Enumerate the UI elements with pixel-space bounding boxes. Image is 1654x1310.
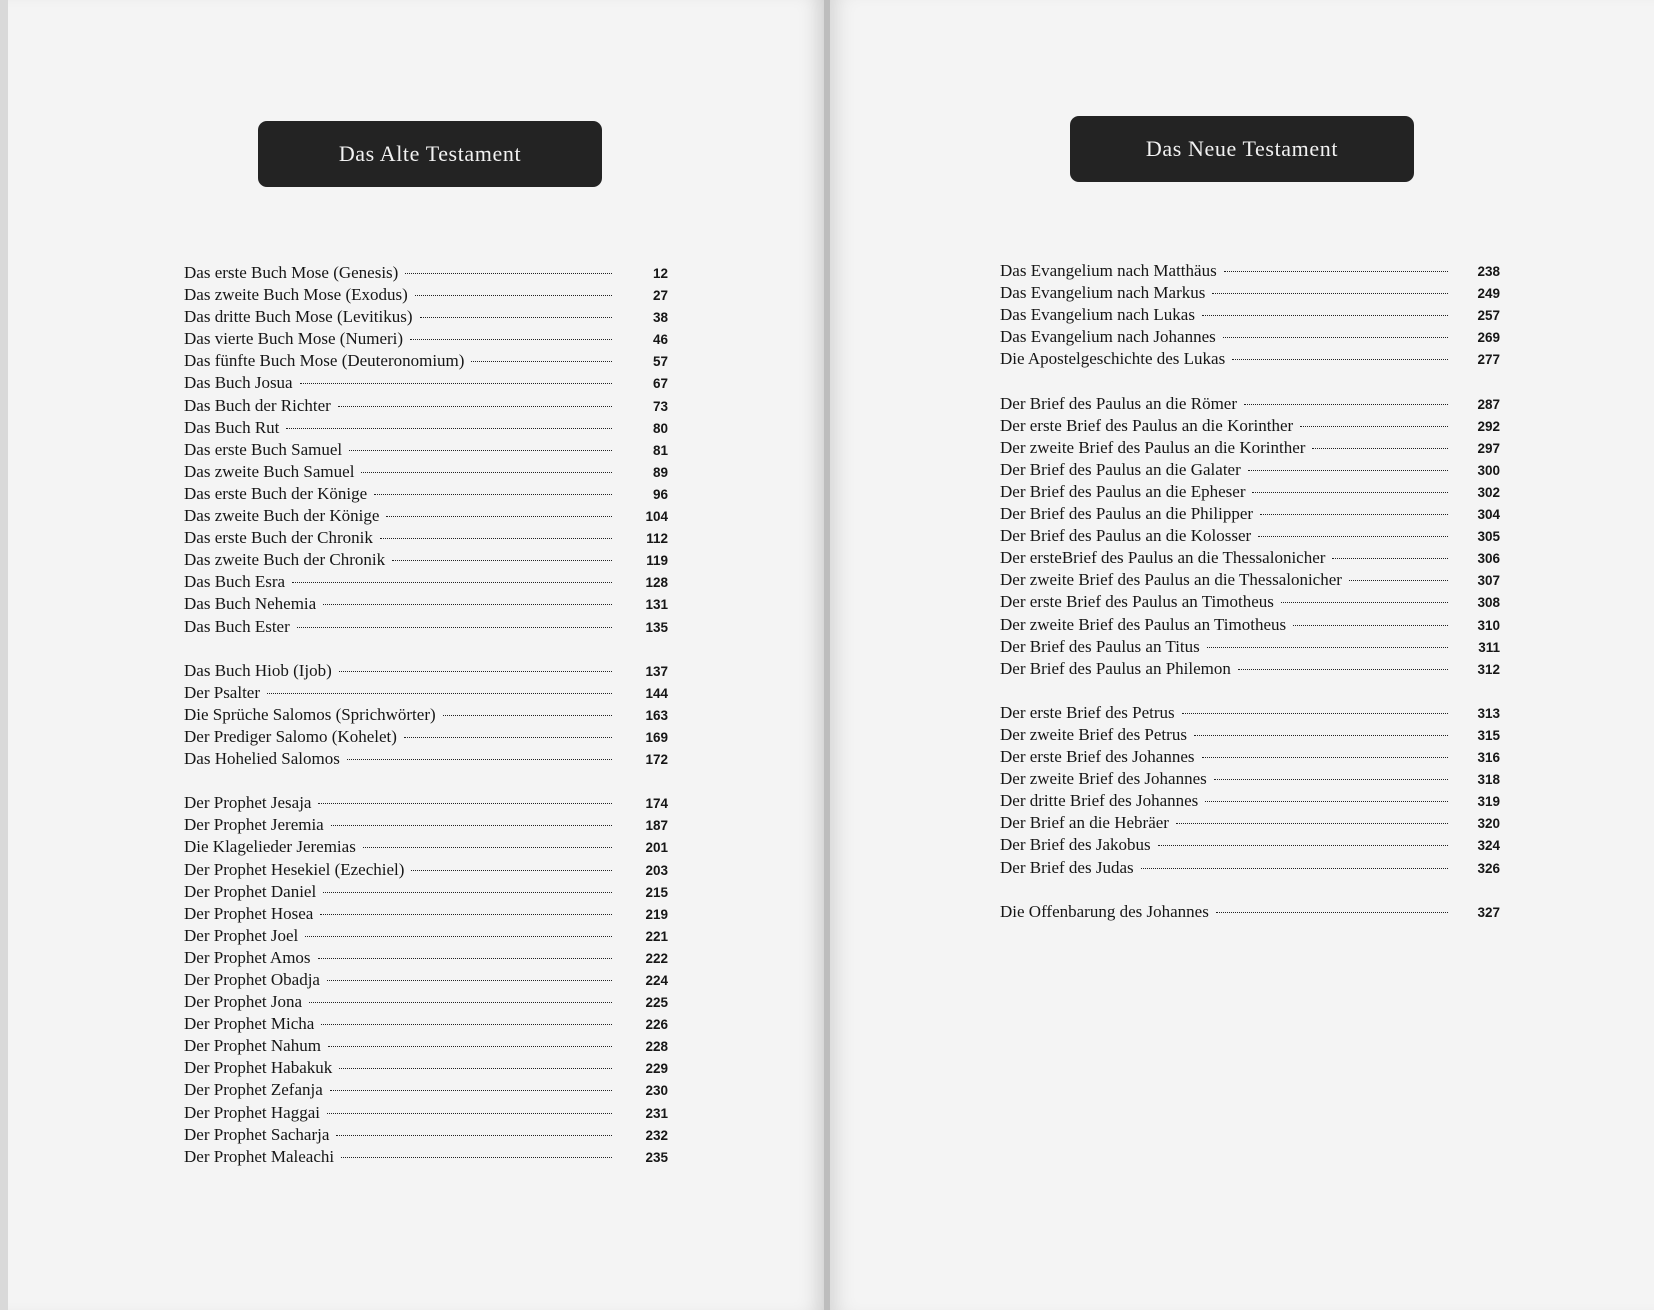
toc-leader-dots: [1349, 580, 1448, 581]
toc-leader-dots: [386, 516, 612, 517]
toc-entry: [1000, 813, 1500, 835]
toc-leader-dots: [323, 892, 612, 893]
toc-entry: [1000, 526, 1500, 548]
toc-entry: [184, 815, 668, 837]
toc-entry-title: Das Hohelied Salomos: [184, 749, 340, 769]
toc-leader-dots: [1216, 912, 1448, 913]
toc-entry-title: Der Brief des Paulus an die Römer: [1000, 393, 1237, 413]
toc-entry-page-number: 324: [1477, 838, 1500, 854]
toc-entry-page-number: 229: [645, 1061, 668, 1077]
toc-entry: [184, 285, 668, 307]
toc-leader-dots: [1312, 448, 1448, 449]
toc-entry-title: Der zweite Brief des Paulus an Timotheus: [1000, 614, 1287, 634]
toc-entry: [1000, 615, 1500, 637]
toc-leader-dots: [1244, 404, 1448, 405]
toc-entry-title: Das zweite Buch der Könige: [184, 506, 380, 526]
toc-entry-page-number: 57: [652, 354, 668, 370]
toc-entry-title: Der Prophet Nahum: [184, 1036, 321, 1056]
toc-leader-dots: [374, 494, 612, 495]
right-page: [830, 0, 1654, 1310]
toc-leader-dots: [1182, 713, 1448, 714]
toc-entry-page-number: 137: [645, 663, 668, 679]
toc-entry-title: Der Brief des Paulus an Philemon: [1000, 658, 1231, 678]
toc-entry-page-number: 249: [1477, 286, 1500, 302]
toc-entry-page-number: 27: [652, 288, 668, 304]
toc-entry: [1000, 504, 1500, 526]
toc-entry: [1000, 769, 1500, 791]
toc-leader-dots: [411, 870, 612, 871]
toc-entry-page-number: 112: [646, 531, 668, 547]
toc-entry: [1000, 659, 1500, 681]
toc-leader-dots: [1141, 868, 1448, 869]
toc-entry: [1000, 394, 1500, 416]
toc-entry-title: Das fünfte Buch Mose (Deuteronomium): [184, 351, 465, 371]
toc-entry: [184, 661, 668, 683]
toc-leader-dots: [300, 383, 612, 384]
toc-entry-page-number: 128: [645, 575, 668, 591]
toc-entry-page-number: 228: [645, 1039, 668, 1055]
toc-leader-dots: [1205, 801, 1448, 802]
toc-leader-dots: [327, 980, 612, 981]
toc-entry-page-number: 81: [652, 442, 668, 458]
toc-entry-page-number: 306: [1477, 551, 1500, 567]
toc-entry: [184, 307, 668, 329]
toc-leader-dots: [1212, 293, 1448, 294]
toc-entry-page-number: 46: [652, 332, 668, 348]
toc-entry: [1000, 835, 1500, 857]
toc-leader-dots: [320, 914, 612, 915]
toc-leader-dots: [1207, 647, 1448, 648]
toc-entry-page-number: 302: [1477, 484, 1500, 500]
toc-entry: [184, 396, 668, 418]
toc-leader-dots: [405, 273, 612, 274]
toc-entry-title: Das Buch Hiob (Ijob): [184, 660, 332, 680]
toc-entry-title: Das erste Buch Samuel: [184, 439, 343, 459]
toc-leader-dots: [331, 825, 612, 826]
toc-entry-page-number: 169: [645, 729, 668, 745]
toc-entry: [184, 904, 668, 926]
toc-entry-page-number: 232: [645, 1127, 668, 1143]
toc-leader-dots: [305, 936, 612, 937]
toc-leader-dots: [341, 1157, 612, 1158]
toc-entry-title: Der Brief des Jakobus: [1000, 835, 1151, 855]
toc-entry-title: Der Prophet Daniel: [184, 881, 317, 901]
toc-entry: [1000, 460, 1500, 482]
toc-entry: [1000, 791, 1500, 813]
toc-leader-dots: [1260, 514, 1448, 515]
toc-entry: [1000, 703, 1500, 725]
toc-entry-title: Der erste Brief des Paulus an Timotheus: [1000, 592, 1274, 612]
toc-entry: [184, 727, 668, 749]
toc-entry-title: Der zweite Brief des Paulus an die Thessalonicher: [1000, 570, 1342, 590]
toc-entry-title: Das erste Buch der Könige: [184, 483, 368, 503]
toc-entry-title: Der Prophet Sacharja: [184, 1124, 330, 1144]
toc-entry-page-number: 326: [1477, 860, 1500, 876]
old-testament-toc: [184, 263, 668, 1169]
toc-entry-page-number: 257: [1477, 308, 1500, 324]
toc-entry: [184, 1080, 668, 1102]
toc-entry-title: Der Psalter: [184, 682, 261, 702]
toc-entry-title: Der Prophet Hesekiel (Ezechiel): [184, 859, 405, 879]
toc-entry-page-number: 287: [1477, 396, 1500, 412]
toc-leader-dots: [1232, 359, 1448, 360]
toc-leader-dots: [1176, 823, 1448, 824]
toc-entry: [184, 550, 668, 572]
toc-entry-page-number: 235: [645, 1149, 668, 1165]
toc-entry: [184, 926, 668, 948]
toc-entry: [184, 594, 668, 616]
toc-entry-page-number: 73: [652, 398, 668, 414]
toc-entry-title: Die Apostelgeschichte des Lukas: [1000, 349, 1226, 369]
toc-leader-dots: [328, 1046, 612, 1047]
toc-entry-page-number: 313: [1477, 705, 1500, 721]
toc-entry-title: Der erste Brief des Petrus: [1000, 702, 1175, 722]
toc-entry-title: Die Klagelieder Jeremias: [184, 837, 356, 857]
left-page: [8, 0, 824, 1310]
toc-leader-dots: [1158, 845, 1448, 846]
toc-entry-page-number: 305: [1477, 529, 1500, 545]
toc-entry: [184, 705, 668, 727]
toc-leader-dots: [1248, 470, 1448, 471]
new-testament-header-label: Das Neue Testament: [1145, 136, 1339, 161]
toc-entry-title: Das erste Buch Mose (Genesis): [184, 263, 399, 282]
toc-entry-page-number: 221: [645, 928, 668, 944]
old-testament-header: [258, 121, 602, 187]
toc-leader-dots: [330, 1090, 612, 1091]
toc-leader-dots: [1223, 337, 1448, 338]
toc-entry: [184, 528, 668, 550]
toc-leader-dots: [380, 538, 612, 539]
toc-entry-page-number: 316: [1477, 750, 1500, 766]
toc-leader-dots: [361, 472, 612, 473]
toc-entry: [184, 617, 668, 639]
toc-entry: [184, 1014, 668, 1036]
toc-leader-dots: [286, 428, 612, 429]
toc-entry-page-number: 96: [652, 486, 668, 502]
toc-leader-dots: [338, 406, 612, 407]
toc-entry-title: Der dritte Brief des Johannes: [1000, 791, 1199, 811]
toc-entry-page-number: 89: [652, 464, 668, 480]
toc-entry: [184, 440, 668, 462]
toc-entry-page-number: 315: [1477, 727, 1500, 743]
toc-leader-dots: [392, 560, 612, 561]
toc-entry-page-number: 144: [645, 685, 668, 701]
toc-entry-page-number: 219: [645, 906, 668, 922]
toc-entry-page-number: 292: [1477, 418, 1500, 434]
toc-entry: [184, 1058, 668, 1080]
toc-entry: [1000, 438, 1500, 460]
toc-entry-title: Das Buch Ester: [184, 616, 290, 636]
toc-entry-title: Der Brief des Paulus an die Philipper: [1000, 504, 1254, 524]
toc-leader-dots: [349, 450, 612, 451]
toc-entry-title: Der erste Brief des Paulus an die Korinther: [1000, 415, 1294, 435]
toc-leader-dots: [323, 604, 612, 605]
toc-leader-dots: [336, 1135, 612, 1136]
toc-entry-page-number: 308: [1477, 595, 1500, 611]
toc-entry-page-number: 12: [652, 266, 668, 281]
toc-entry-page-number: 224: [645, 973, 668, 988]
toc-entry-page-number: 327: [1477, 904, 1500, 920]
toc-entry-page-number: 231: [645, 1105, 668, 1121]
toc-entry: [184, 970, 668, 992]
toc-entry: [1000, 592, 1500, 614]
toc-entry-page-number: 269: [1477, 330, 1500, 346]
toc-leader-dots: [339, 1068, 612, 1069]
toc-entry: [1000, 349, 1500, 371]
toc-entry: [184, 462, 668, 484]
toc-entry: [1000, 416, 1500, 438]
toc-entry-page-number: 131: [645, 597, 668, 613]
toc-entry-page-number: 80: [652, 420, 668, 436]
new-testament-header: [1070, 116, 1414, 182]
toc-entry: [1000, 570, 1500, 592]
toc-entry: [184, 948, 668, 970]
toc-entry-title: Der zweite Brief des Paulus an die Korinther: [1000, 437, 1306, 457]
toc-entry-title: Der Prophet Jona: [184, 992, 303, 1012]
toc-leader-dots: [1238, 669, 1448, 670]
toc-entry-page-number: 201: [645, 840, 668, 856]
toc-entry-title: Der Brief an die Hebräer: [1000, 813, 1169, 833]
toc-entry-title: Das Evangelium nach Markus: [1000, 283, 1206, 303]
toc-entry-title: Das Evangelium nach Matthäus: [1000, 261, 1217, 280]
toc-entry: [1000, 327, 1500, 349]
toc-entry-title: Die Sprüche Salomos (Sprichwörter): [184, 704, 436, 724]
toc-entry: [184, 1125, 668, 1147]
toc-leader-dots: [1194, 735, 1448, 736]
toc-entry-title: Der Prophet Haggai: [184, 1102, 320, 1122]
toc-leader-dots: [1281, 602, 1448, 603]
toc-leader-dots: [1202, 757, 1449, 758]
toc-leader-dots: [318, 803, 612, 804]
toc-entry: [184, 683, 668, 705]
toc-entry-page-number: 238: [1477, 264, 1500, 279]
toc-entry-page-number: 38: [652, 310, 668, 326]
toc-entry-title: Der Brief des Paulus an die Kolosser: [1000, 526, 1252, 546]
toc-leader-dots: [347, 759, 612, 760]
toc-leader-dots: [267, 693, 612, 694]
toc-entry: [1000, 548, 1500, 570]
toc-entry: [184, 418, 668, 440]
toc-entry-page-number: 310: [1477, 617, 1500, 633]
toc-entry: [1000, 637, 1500, 659]
toc-leader-dots: [292, 582, 612, 583]
toc-entry-page-number: 319: [1477, 794, 1500, 810]
toc-entry: [1000, 725, 1500, 747]
toc-entry: [184, 1103, 668, 1125]
toc-entry-title: Das Buch der Richter: [184, 395, 331, 415]
toc-entry: [184, 837, 668, 859]
toc-leader-dots: [363, 847, 612, 848]
toc-entry: [184, 882, 668, 904]
toc-entry-page-number: 297: [1477, 440, 1500, 456]
toc-entry-page-number: 187: [645, 818, 668, 834]
toc-entry: [184, 329, 668, 351]
toc-entry-title: Das Buch Rut: [184, 417, 280, 437]
toc-entry-page-number: 318: [1477, 772, 1500, 788]
toc-leader-dots: [1258, 536, 1448, 537]
toc-entry: [184, 992, 668, 1014]
toc-leader-dots: [339, 671, 612, 672]
toc-entry-page-number: 312: [1477, 661, 1500, 677]
toc-leader-dots: [327, 1113, 612, 1114]
toc-entry-title: Das zweite Buch der Chronik: [184, 550, 386, 570]
toc-entry-title: Der Prophet Joel: [184, 925, 299, 945]
toc-leader-dots: [1332, 558, 1448, 559]
toc-entry-page-number: 307: [1477, 573, 1500, 589]
toc-entry: [184, 506, 668, 528]
toc-leader-dots: [297, 627, 612, 628]
toc-leader-dots: [1214, 779, 1448, 780]
toc-entry-title: Das erste Buch der Chronik: [184, 528, 373, 548]
toc-leader-dots: [1300, 426, 1448, 427]
toc-entry-title: Der Brief des Paulus an die Galater: [1000, 459, 1241, 479]
toc-leader-dots: [443, 715, 612, 716]
toc-entry: [184, 1147, 668, 1169]
toc-entry: [1000, 482, 1500, 504]
toc-entry: [1000, 283, 1500, 305]
toc-entry: [184, 263, 668, 285]
toc-entry-title: Der Prediger Salomo (Kohelet): [184, 726, 397, 746]
toc-entry-title: Die Offenbarung des Johannes: [1000, 901, 1209, 921]
toc-leader-dots: [415, 295, 612, 296]
toc-entry-title: Das Buch Nehemia: [184, 594, 317, 614]
toc-entry-title: Der Prophet Obadja: [184, 970, 320, 989]
toc-leader-dots: [471, 361, 612, 362]
toc-entry-title: Der Prophet Zefanja: [184, 1080, 323, 1100]
toc-entry-title: Das Evangelium nach Lukas: [1000, 305, 1195, 325]
toc-leader-dots: [404, 737, 612, 738]
new-testament-toc: [1000, 261, 1500, 924]
toc-entry-page-number: 119: [646, 553, 668, 569]
toc-entry-page-number: 222: [645, 950, 668, 966]
toc-entry-title: Das dritte Buch Mose (Levitikus): [184, 307, 413, 327]
toc-entry-title: Der Prophet Habakuk: [184, 1058, 333, 1078]
toc-entry-page-number: 203: [645, 862, 668, 878]
toc-entry-title: Der Prophet Jeremia: [184, 815, 324, 835]
toc-entry: [1000, 858, 1500, 880]
toc-entry-title: Der Brief des Paulus an Titus: [1000, 636, 1200, 656]
toc-leader-dots: [420, 317, 612, 318]
toc-entry: [184, 351, 668, 373]
toc-entry: [184, 572, 668, 594]
toc-entry-title: Der zweite Brief des Johannes: [1000, 769, 1207, 789]
toc-leader-dots: [318, 958, 612, 959]
toc-entry-title: Das zweite Buch Mose (Exodus): [184, 285, 408, 305]
toc-entry-title: Das Buch Esra: [184, 572, 286, 592]
toc-entry-title: Der Prophet Hosea: [184, 903, 314, 923]
toc-entry: [1000, 261, 1500, 283]
toc-entry: [1000, 747, 1500, 769]
toc-entry-title: Der zweite Brief des Petrus: [1000, 724, 1187, 744]
toc-entry-page-number: 320: [1477, 816, 1500, 832]
toc-leader-dots: [1293, 625, 1448, 626]
toc-entry-page-number: 163: [645, 707, 668, 723]
toc-entry: [184, 860, 668, 882]
toc-leader-dots: [309, 1002, 612, 1003]
toc-leader-dots: [1202, 315, 1448, 316]
toc-entry-title: Der ersteBrief des Paulus an die Thessalonicher: [1000, 548, 1326, 568]
toc-entry-page-number: 104: [645, 509, 668, 525]
toc-entry: [1000, 902, 1500, 924]
toc-leader-dots: [1224, 271, 1448, 272]
toc-entry-page-number: 174: [645, 796, 668, 812]
toc-entry-title: Das Buch Josua: [184, 373, 293, 393]
toc-entry-title: Das Evangelium nach Johannes: [1000, 327, 1216, 347]
toc-entry-title: Der Prophet Jesaja: [184, 793, 312, 813]
old-testament-header-label: Das Alte Testament: [338, 141, 522, 166]
toc-leader-dots: [1252, 492, 1448, 493]
toc-entry: [184, 1036, 668, 1058]
toc-entry-title: Das vierte Buch Mose (Numeri): [184, 329, 404, 349]
toc-entry-title: Der erste Brief des Johannes: [1000, 747, 1195, 767]
toc-entry-page-number: 172: [645, 752, 668, 768]
toc-entry-page-number: 215: [645, 884, 668, 900]
toc-entry-page-number: 300: [1477, 462, 1500, 478]
toc-entry: [184, 749, 668, 771]
toc-entry: [184, 373, 668, 395]
toc-entry: [1000, 305, 1500, 327]
toc-entry-page-number: 226: [645, 1017, 668, 1033]
toc-entry: [184, 484, 668, 506]
toc-entry-page-number: 277: [1477, 352, 1500, 368]
toc-entry-title: Der Prophet Amos: [184, 947, 311, 967]
toc-entry: [184, 793, 668, 815]
toc-entry-page-number: 135: [645, 619, 668, 635]
toc-entry-page-number: 304: [1477, 507, 1500, 523]
toc-entry-title: Der Prophet Micha: [184, 1014, 315, 1034]
toc-entry-title: Der Brief des Judas: [1000, 857, 1134, 877]
toc-entry-title: Das zweite Buch Samuel: [184, 461, 355, 481]
toc-entry-page-number: 311: [1478, 639, 1500, 655]
toc-entry-title: Der Brief des Paulus an die Epheser: [1000, 481, 1246, 501]
toc-entry-page-number: 230: [645, 1083, 668, 1099]
toc-leader-dots: [410, 339, 612, 340]
toc-leader-dots: [321, 1024, 612, 1025]
toc-entry-page-number: 67: [652, 376, 668, 392]
toc-entry-page-number: 225: [645, 995, 668, 1011]
toc-entry-title: Der Prophet Maleachi: [184, 1146, 335, 1166]
